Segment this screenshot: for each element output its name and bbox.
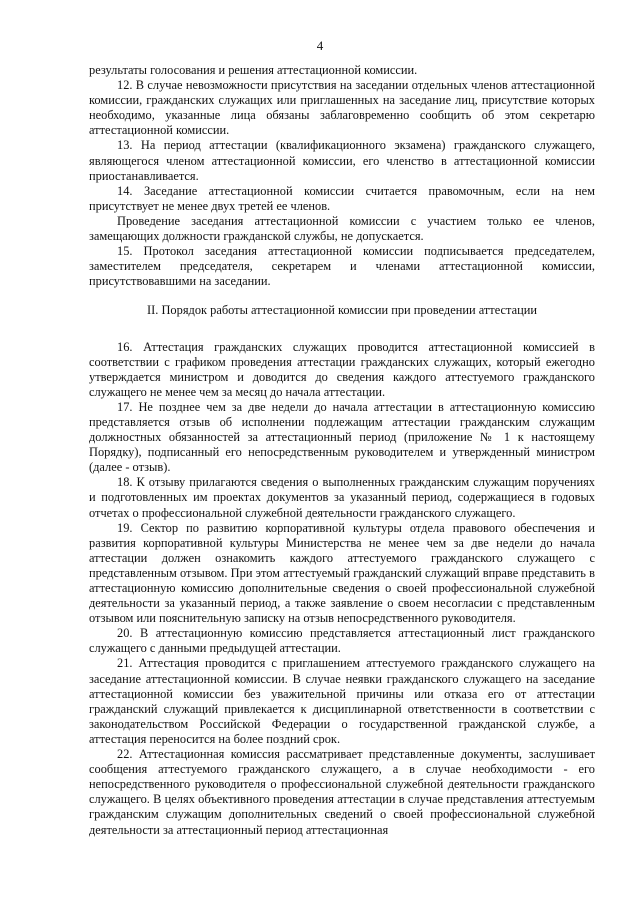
- paragraph-14-continued: Проведение заседания аттестационной комиссии с участием только ее членов, замещающих должности гражданской службы, не допускается.: [89, 213, 595, 244]
- paragraph-22: 22. Аттестационная комиссия рассматривает представленные документы, заслушивает сообщения аттестуемого гражданского служащего, а в случае необходимости - его непосредственного руководителя о профессиональной служебной деятельности гражданского служащего. В целях объективного проведения аттестации в случае представления аттестуемым гражданским служащим дополнительных сведений о своей профессиональной служебной деятельности за аттестационный период аттестационная: [89, 747, 595, 837]
- paragraph-19: 19. Сектор по развитию корпоративной культуры отдела правового обеспечения и развития корпоративной культуры Министерства не менее чем за две недели до начала аттестации должен ознакомить каждого аттестуемого гражданского служащего с представленным отзывом. При этом аттестуемый гражданский служащий вправе представить в аттестационную комиссию дополнительные сведения о своей профессиональной служебной деятельности за указанный период, а также заявление о своем несогласии с представленным отзывом или пояснительную записку на отзыв непосредственного руководителя.: [89, 520, 595, 626]
- paragraph-continuation: результаты голосования и решения аттестационной комиссии.: [89, 63, 418, 77]
- paragraph-12: 12. В случае невозможности присутствия на заседании отдельных членов аттестационной комиссии, гражданских служащих или приглашенных на заседание лиц, присутствие которых необходимо, указанные лица обязаны заблаговременно сообщить об этом секретарю аттестационной комиссии.: [89, 78, 595, 138]
- page-number: 4: [316, 38, 324, 53]
- paragraph-13: 13. На период аттестации (квалификационного экзамена) гражданского служащего, являющегося членом аттестационной комиссии, его членство в аттестационной комиссии приостанавливается.: [89, 138, 595, 183]
- section-heading: II. Порядок работы аттестационной комиссии при проведении аттестации: [147, 303, 537, 318]
- paragraph-18: 18. К отзыву прилагаются сведения о выполненных гражданским служащим поручениях и подготовленных им проектах документов за указанный период, содержащиеся в годовых отчетах о профессиональной служебной деятельности гражданского служащего.: [89, 475, 595, 520]
- paragraph-20: 20. В аттестационную комиссию представляется аттестационный лист гражданского служащего с данными предыдущей аттестации.: [89, 626, 595, 656]
- document-body: [89, 63, 595, 838]
- paragraph-21: 21. Аттестация проводится с приглашением аттестуемого гражданского служащего на заседание аттестационной комиссии. В случае неявки гражданского служащего на заседание аттестационной комиссии без уважительной причины или отказа его от аттестации гражданский служащий привлекается к дисциплинарной ответственности в соответствии с законодательством Российской Федерации о государственной гражданской службе, а аттестация переносится на более поздний срок.: [89, 656, 595, 746]
- paragraph-16: 16. Аттестация гражданских служащих проводится аттестационной комиссией в соответствии с графиком проведения аттестации гражданских служащих, который ежегодно утверждается министром и доводится до сведения каждого аттестуемого гражданского служащего не менее чем за месяц до начала аттестации.: [89, 339, 595, 399]
- paragraph-14: 14. Заседание аттестационной комиссии считается правомочным, если на нем присутствует не менее двух третей ее членов.: [89, 183, 595, 213]
- paragraph-17: 17. Не позднее чем за две недели до начала аттестации в аттестационную комиссию представляется отзыв об исполнении подлежащим аттестации гражданским служащим должностных обязанностей за аттестационный период (приложение № 1 к настоящему Порядку), подписанный его непосредственным руководителем и утвержденный министром (далее - отзыв).: [89, 399, 595, 475]
- paragraph-15: 15. Протокол заседания аттестационной комиссии подписывается председателем, заместителем председателя, секретарем и членами аттестационной комиссии, присутствовавшими на заседании.: [89, 244, 595, 289]
